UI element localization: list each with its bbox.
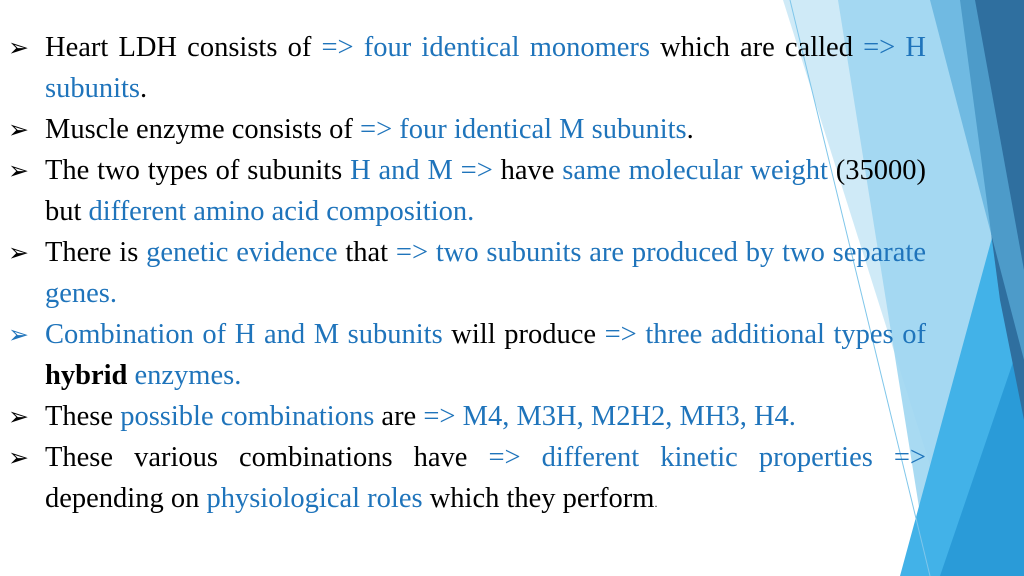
bullet-arrow-icon: ➢ [8,115,29,144]
bullet-text-segment: enzymes. [127,360,242,391]
bullet-text-segment: => [893,442,927,473]
bullet-item [8,109,926,150]
bullet-text-segment: depending on [45,483,207,514]
bullet-text-segment: possible combinations [120,401,375,432]
bullet-text-segment: are [374,401,424,432]
bullet-arrow-icon: ➢ [8,238,29,267]
bullet-text-segment: => three additional types of [604,319,926,350]
bullet-arrow-icon: ➢ [8,33,29,62]
bullet-text-segment: => two subunits are produced by two separate genes. [45,237,926,309]
bullet-text-segment: These various combinations have [45,442,489,473]
bullet-text-segment: have [492,155,563,186]
bullet-arrow-icon: ➢ [8,402,29,431]
slide-body [8,27,926,524]
bullet-text-segment: The two types of subunits [45,155,351,186]
bullet-item [8,150,926,232]
bullet-text-segment: (35000) but [45,155,927,227]
bullet-text-segment: that [337,237,396,268]
bullet-text-segment: genetic evidence [146,237,338,268]
bullet-arrow-icon: ➢ [8,156,29,185]
bullet-item [8,437,926,524]
bullet-text-segment: => four identical monomers [321,32,651,63]
bullet-text-segment: hybrid [45,360,128,391]
bullet-item [8,232,926,314]
bullet-text-segment [873,442,894,473]
bullet-item [8,396,926,437]
bullet-text-segment: will produce [442,319,605,350]
bullet-text-segment: physiological roles [206,483,423,514]
bullet-text-segment: => different kinetic properties [488,442,873,473]
bullet-text-segment: . [686,114,694,145]
bullet-text-segment: different amino acid composition. [88,196,475,227]
bullet-text-segment: Muscle enzyme consists of [45,114,361,145]
bullet-arrow-icon: ➢ [8,320,29,349]
bullet-text-segment: which they perform [422,483,655,514]
bullet-text-segment: These [45,401,121,432]
bullet-text-segment: Combination of H and M subunits [45,319,443,350]
bullet-text-segment: There is [45,237,147,268]
bullet-arrow-icon: ➢ [8,443,29,472]
bullet-text-segment: . [140,73,148,104]
bullet-text-segment: => M4, M3H, M2H2, MH3, H4. [423,401,796,432]
bullet-text-segment: => H subunits [45,32,926,104]
bullet-text-segment: Heart LDH consists of [45,32,322,63]
bullet-item [8,27,926,109]
bullet-text-segment: . [654,496,658,510]
bullet-text-segment: which are called [650,32,864,63]
bullet-text-segment: => four identical M subunits [360,114,687,145]
bullet-text-segment: H and M => [350,155,493,186]
bullet-text-segment: same molecular weight [562,155,828,186]
bullet-item [8,314,926,396]
